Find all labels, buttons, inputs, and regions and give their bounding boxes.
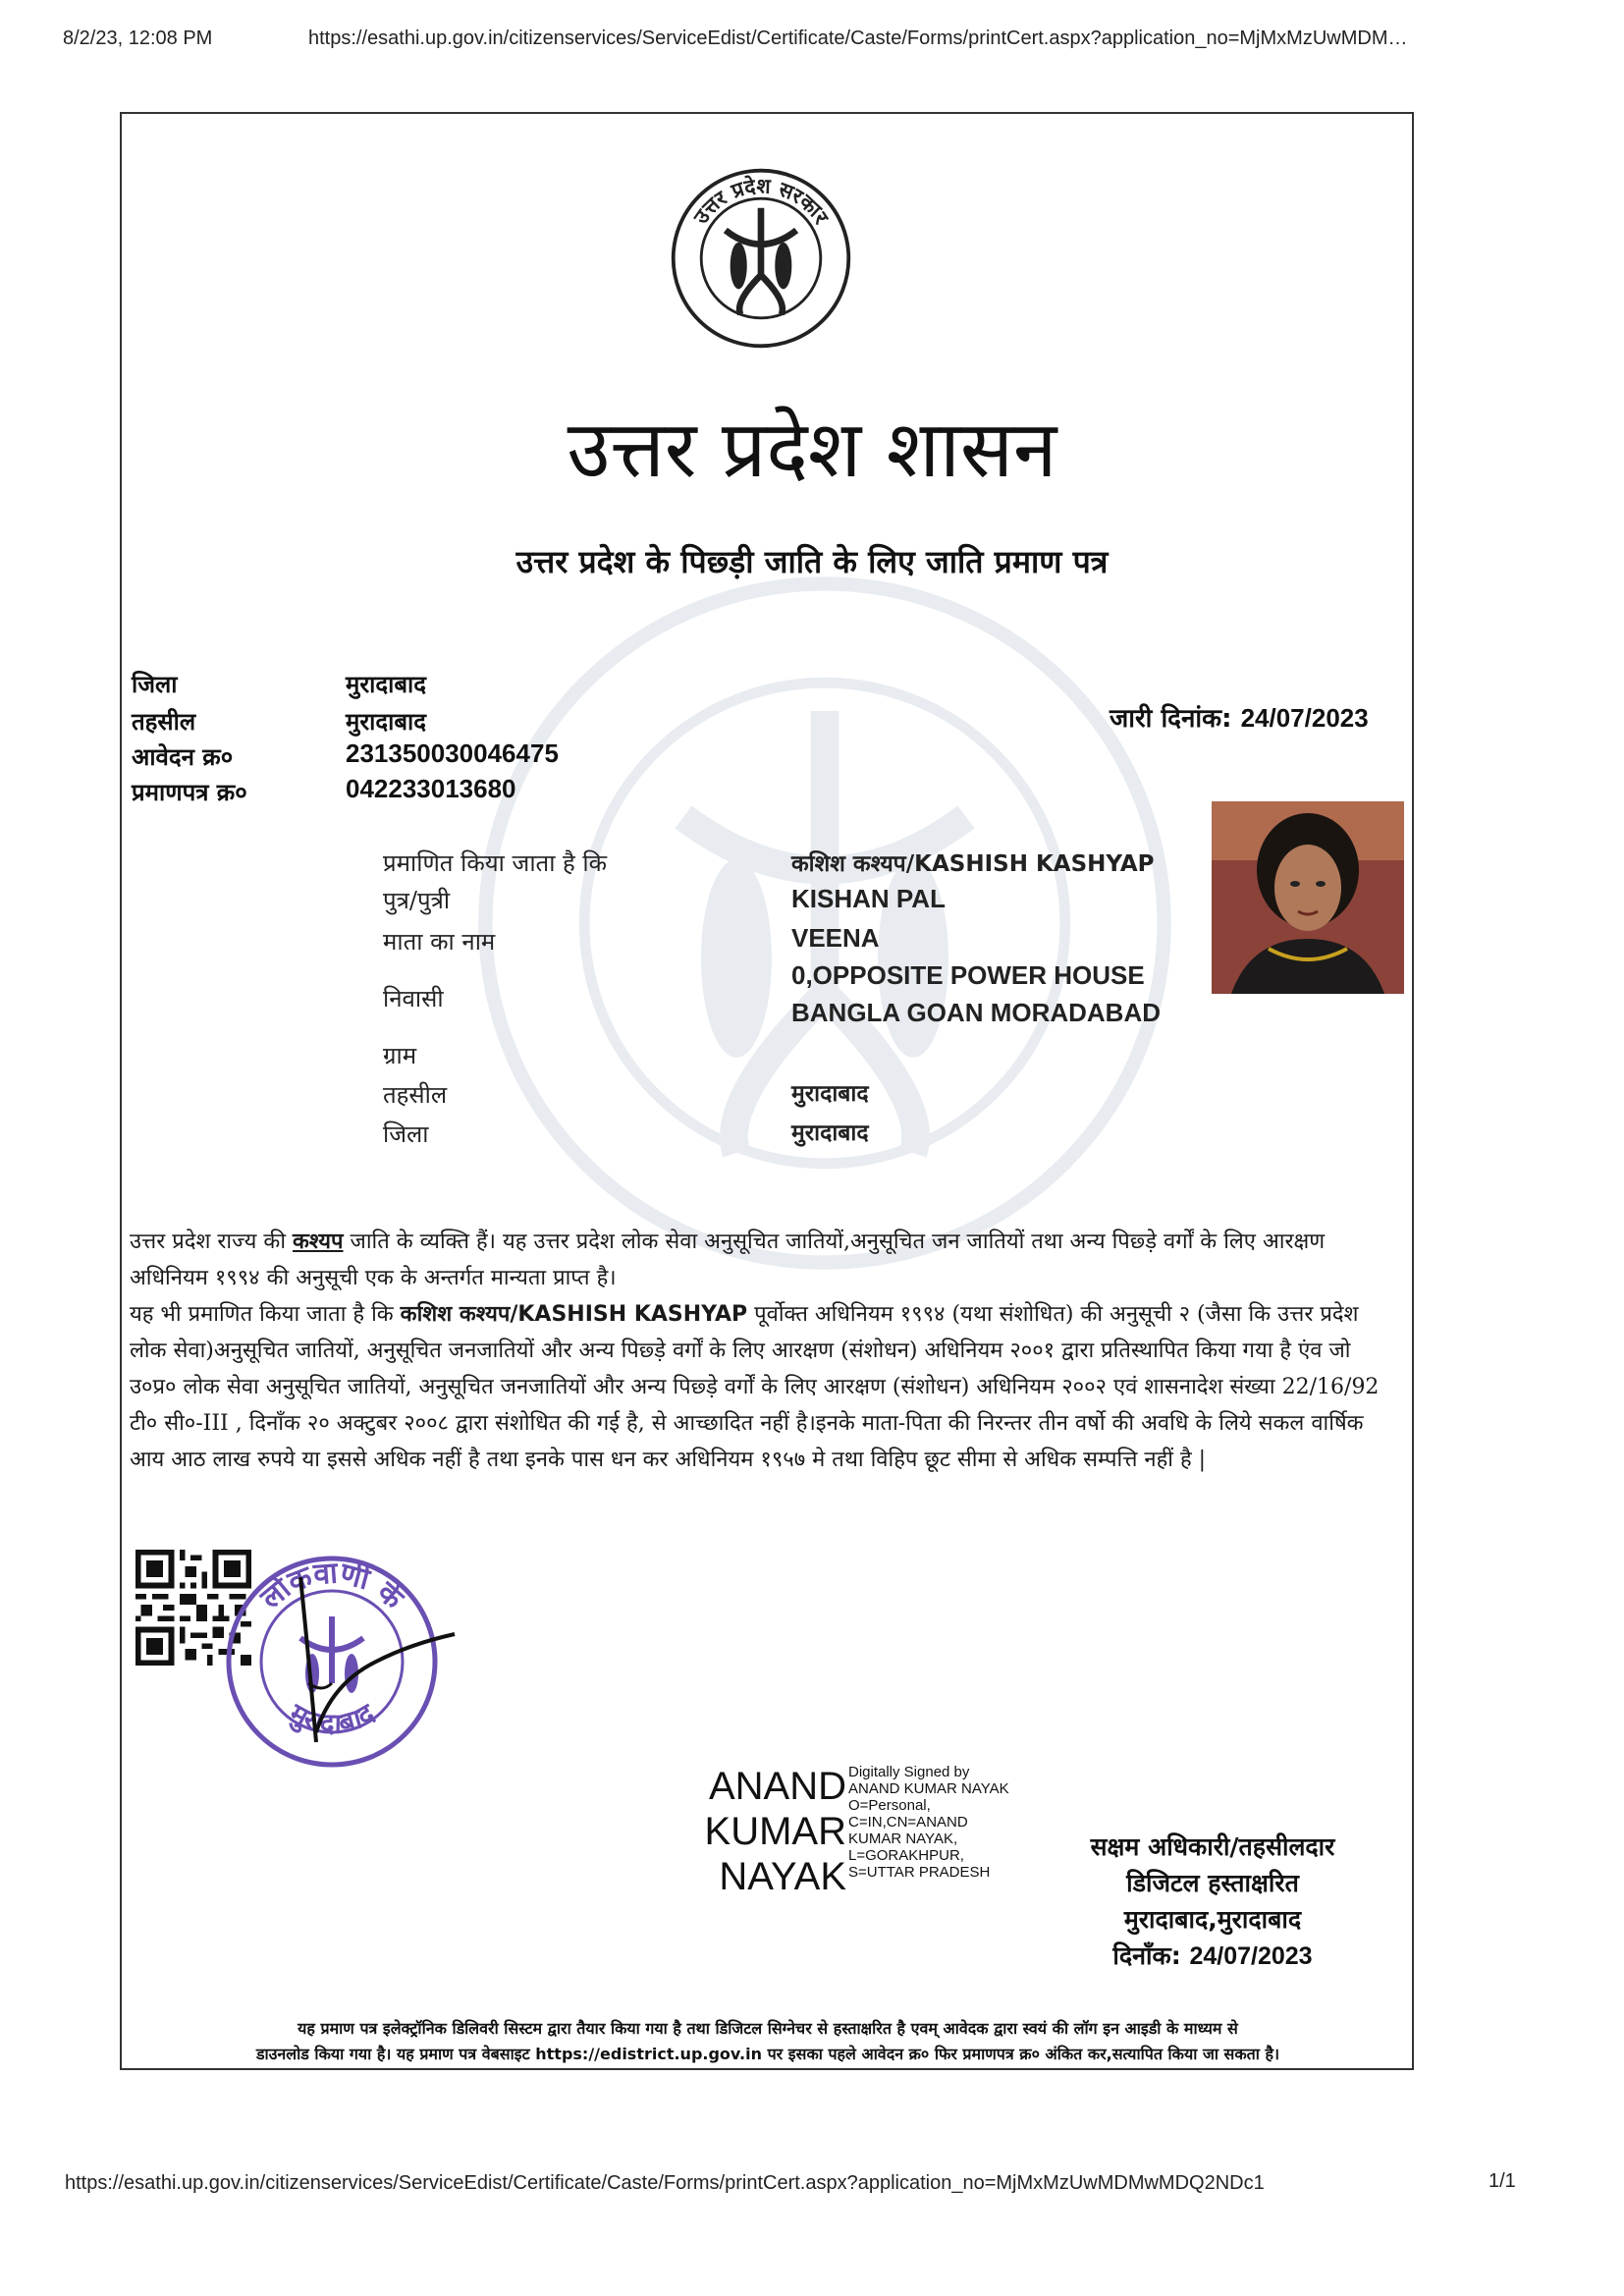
print-datetime: 8/2/23, 12:08 PM <box>63 27 213 49</box>
footer-note-line1: यह प्रमाण पत्र इलेक्ट्रॉनिक डिलिवरी सिस्टम द्वारा तैयार किया गया है तथा डिजिटल सिग्नेचर से हस्ताक्षरित है एवम् आवेदक द्वारा स्वयं की लॉग इन आइडी के माध्यम से <box>298 2019 1238 2038</box>
tehsil-value: मुरादाबाद <box>346 708 427 736</box>
signer-name-line: KUMAR <box>704 1810 846 1853</box>
footer-note-line2: डाउनलोड किया गया है। यह प्रमाण पत्र वेबसाइट https://edistrict.up.gov.in पर इसका पहले आवेदन क्र० फिर प्रमाणपत्र क्र० अंकित कर,सत्यापित किया जा सकता है। <box>255 2045 1280 2063</box>
up-emblem-icon <box>668 165 854 352</box>
person-photo-icon <box>1212 801 1404 994</box>
para1-text-b: जाति के व्यक्ति हैं। यह उत्तर प्रदेश लोक सेवा अनुसूचित जातियों,अनुसूचित जन जातियों तथा अन्य पिछ्ड़े वर्गों के लिए आरक्षण अधिनियम १९९४ की अनुसूची एक के अन्तर्गत मान्यता प्राप्त है। <box>130 1230 1326 1290</box>
caste-name: कश्यप <box>293 1230 344 1254</box>
signer-name-line: ANAND <box>708 1765 846 1808</box>
village-label: ग्राम <box>383 1042 417 1069</box>
detail-tehsil-value: मुरादाबाद <box>791 1081 869 1107</box>
emblem-text: उत्तर प्रदेश सरकार <box>688 174 834 229</box>
print-page-count: 1/1 <box>1489 2170 1516 2192</box>
district-label: जिला <box>132 671 178 698</box>
para2-applicant-name: कशिश कश्यप/KASHISH KASHYAP <box>400 1302 748 1327</box>
issue-date-label: जारी दिनांक: <box>1110 704 1232 734</box>
resident-label: निवासी <box>383 985 444 1012</box>
resident-line1: 0,OPPOSITE POWER HOUSE <box>791 960 1145 990</box>
mother-name-value: VEENA <box>791 923 880 953</box>
officer-location: मुरादाबाद,मुरादाबाद <box>1123 1905 1302 1934</box>
application-no-label: आवेदन क्र० <box>132 743 234 771</box>
application-no-value: 231350030046475 <box>346 738 559 768</box>
son-daughter-label: पुत्र/पुत्री <box>383 887 451 914</box>
certificate-no-label: प्रमाणपत्र क्र० <box>132 779 247 806</box>
issue-date-value: 24/07/2023 <box>1240 703 1369 733</box>
signature-info-line: C=IN,CN=ANAND <box>848 1814 968 1831</box>
resident-line2: BANGLA GOAN MORADABAD <box>791 998 1162 1027</box>
para2-text-b: पूर्वोक्त अधिनियम १९९४ (यथा संशोधित) की अनुसूची २ (जैसा कि उत्तर प्रदेश लोक सेवा)अनुसूचित जातियों, अनुसूचित जनजातियों और अन्य पिछ्ड़े वर्गों के लिए आरक्षण (संशोधन) अधिनियम २००१ द्वारा प्रतिस्थापित किया गया है एंव जो उ०प्र० लोक सेवा अनुसूचित जातियों, अनुसूचित जनजातियों और अन्य पिछ्ड़े वर्गों के लिए आरक्षण (संशोधन) अधिनियम २००२ एवं शासनादेश संख्या 22/16/92 टी० सी०-III , दिनाँक २० अक्टुबर २००८ द्वारा संशोधित की गई है, से आच्छादित नहीं है।इनके माता-पिता की निरन्तर तीन वर्षो की अवधि के लिये सकल वार्षिक आय आठ लाख रुपये या इससे अधिक नहीं है तथा इनके पास धन कर अधिनियम १९५७ मे तथा विहिप छूट सीमा से अधिक सम्पत्ति नहीं है | <box>130 1302 1380 1472</box>
digital-signature-info <box>848 1764 1045 1881</box>
detail-tehsil-label: तहसील <box>383 1081 448 1109</box>
mother-name-label: माता का नाम <box>383 928 496 956</box>
digital-signature-name <box>699 1764 846 1899</box>
officer-block <box>1051 1829 1375 1975</box>
signature-info-line: Digitally Signed by <box>848 1764 970 1780</box>
para2-text-a: यह भी प्रमाणित किया जाता है कि <box>130 1302 401 1327</box>
district-value: मुरादाबाद <box>346 671 427 698</box>
applicant-photo <box>1212 801 1404 994</box>
certificate-subtitle: उत्तर प्रदेश के पिछ्ड़ी जाति के लिए जाति प्रमाण पत्र <box>515 543 1109 580</box>
signature-info-line: S=UTTAR PRADESH <box>848 1864 991 1881</box>
official-seal-icon <box>214 1536 460 1781</box>
signature-info-line: L=GORAKHPUR, <box>848 1847 964 1864</box>
seal-text-top: लोकवाणी के <box>253 1556 410 1616</box>
issue-date <box>1110 699 1369 735</box>
certified-label: प्रमाणित किया जाता है कि <box>383 849 608 877</box>
print-url-bottom: https://esathi.up.gov.in/citizenservices/ServiceEdist/Certificate/Caste/Forms/printCert.aspx?application_no=MjMxMzUwMDMwMDQ2NDc1 <box>65 2172 1265 2194</box>
signature-info-line: O=Personal, <box>848 1797 931 1814</box>
detail-district-label: जिला <box>383 1121 429 1148</box>
creamy-layer-paragraph <box>130 1296 1396 1478</box>
certified-name: कशिश कश्यप/KASHISH KASHYAP <box>791 851 1155 877</box>
page-title: उत्तर प्रदेश शासन <box>567 404 1057 495</box>
tehsil-label: तहसील <box>132 708 196 736</box>
son-daughter-value: KISHAN PAL <box>791 884 946 913</box>
signer-name-line: NAYAK <box>719 1855 846 1898</box>
print-url-top: https://esathi.up.gov.in/citizenservices/ServiceEdist/Certificate/Caste/Forms/printCert.aspx?application_no=MjMxMzUwMDM… <box>308 27 1408 49</box>
caste-statement-paragraph <box>130 1224 1396 1296</box>
para1-text-a: उत्तर प्रदेश राज्य की <box>130 1230 294 1254</box>
officer-date-label: दिनाँक: <box>1112 1941 1181 1970</box>
detail-district-value: मुरादाबाद <box>791 1121 869 1146</box>
signature-info-line: ANAND KUMAR NAYAK <box>848 1780 1009 1797</box>
signature-info-line: KUMAR NAYAK, <box>848 1831 958 1847</box>
svg-text:लोकवाणी के <box>253 1556 411 1617</box>
officer-date <box>1051 1938 1375 1975</box>
officer-designation: सक्षम अधिकारी/तहसीलदार <box>1090 1832 1335 1861</box>
seal-text-bottom: मुरादाबाद <box>284 1696 380 1740</box>
certificate-no-value: 042233013680 <box>346 774 516 803</box>
officer-digital-signed: डिजिटल हस्ताक्षरित <box>1126 1869 1299 1897</box>
officer-date-value: 24/07/2023 <box>1189 1942 1313 1970</box>
